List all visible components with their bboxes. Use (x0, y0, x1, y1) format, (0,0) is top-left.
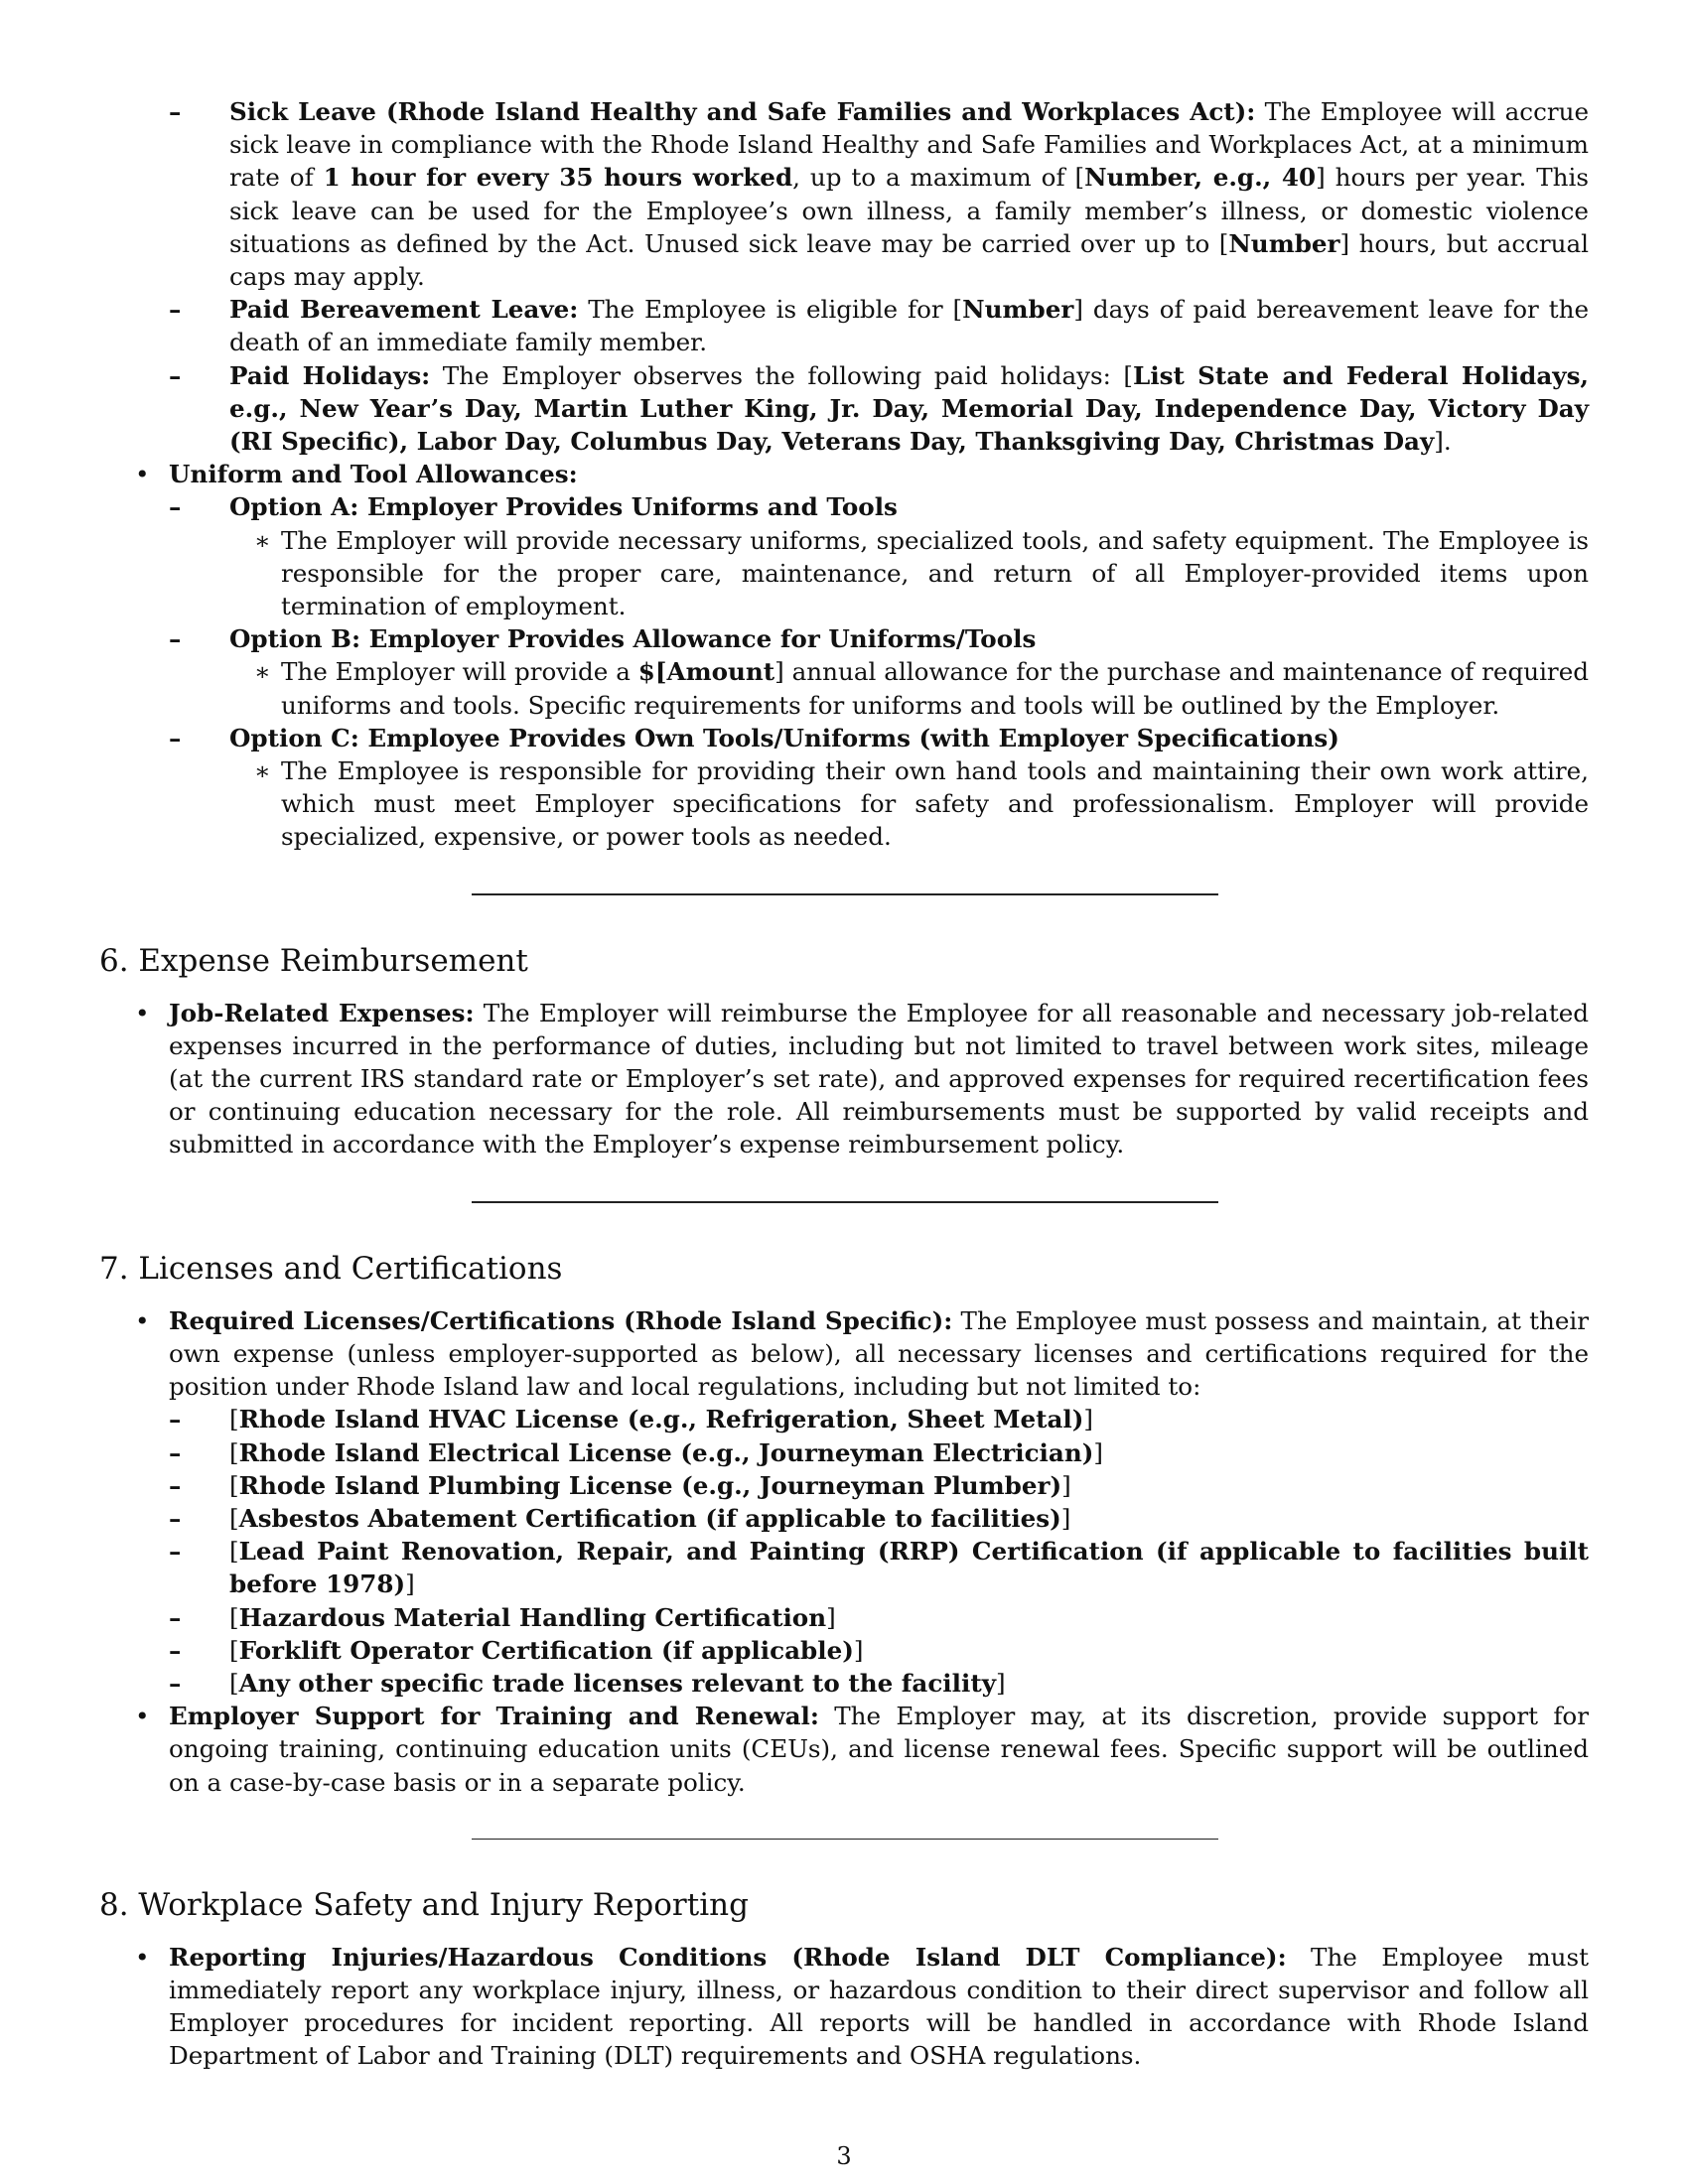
job-expenses-text: The Employer will reimburse the Employee for all reasonable and necessary job-related expenses incurred in the performance of duties, including but not limited to travel between work sites, mileage (at the current IRS standard rate or Employer’s set rate), and approved expenses for required recertification fees or continuing education necessary for the role. All reimbursements must be supported by valid receipts and submitted in accordance with the Employer’s expense reimbursement policy. (169, 998, 1590, 1160)
uniform-allowances-item (99, 458, 1589, 853)
license-name: Asbestos Abatement Certification (if applicable to facilities) (238, 1503, 1061, 1533)
sick-leave-text-1: The Employee will accrue sick leave in compliance with the Rhode Island Healthy and Safe Families and Workplaces Act, at a minimum rate of (229, 97, 1589, 193)
required-licenses-text: The Employee must possess and maintain, at their own expense (unless employer-supported as below), all necessary licenses and certifications required for the position under Rhode Island law and local regulations, including but not limited to: (169, 1305, 1589, 1402)
bereavement-days: Number (962, 295, 1074, 325)
leave-list-container (99, 95, 1589, 458)
uniform-label: Uniform and Tool Allowances: (169, 460, 578, 489)
training-support-text: The Employer may, at its discretion, provide support for ongoing training, continuing education units (CEUs), and license renewal fees. Specific support will be outlined on a case-by-case basis or in a separate policy. (169, 1702, 1589, 1797)
section-8-heading: 8. Workplace Safety and Injury Reporting (99, 1886, 749, 1923)
section-8-list (99, 1941, 1589, 2073)
required-licenses-label: Required Licenses/Certifications (Rhode Island Specific): (169, 1305, 953, 1335)
option-c-title: Option C: Employee Provides Own Tools/Uniforms (with Employer Specifications) (229, 723, 1339, 752)
sick-leave-text-2: , up to a maximum of [ (792, 163, 1085, 193)
bereavement-leave-item (160, 293, 1589, 358)
bereavement-label: Paid Bereavement Leave: (229, 295, 579, 325)
leave-continuation (99, 95, 1589, 854)
license-item: – [Rhode Island HVAC License (e.g., Refrigeration, Sheet Metal)] (160, 1403, 1589, 1435)
license-item: – [Lead Paint Renovation, Repair, and Painting (RRP) Certification (if applicable to facilities built before 1978)] (160, 1535, 1589, 1600)
license-item: – [Asbestos Abatement Certification (if applicable to facilities)] (160, 1502, 1589, 1535)
option-a-title: Option A: Employer Provides Uniforms and Tools (229, 492, 898, 522)
uniform-option-c (160, 722, 1589, 854)
sick-leave-carryover: Number (1228, 228, 1340, 258)
injury-reporting-item (99, 1941, 1589, 2073)
option-b-text-1: The Employer will provide a (281, 657, 638, 687)
leave-sub-list (169, 95, 1589, 458)
required-licenses-item (99, 1304, 1589, 1700)
job-expenses-item (99, 997, 1589, 1161)
sick-leave-text-4: ] hours, but accrual caps may apply. (229, 228, 1589, 292)
license-item: – [Rhode Island Plumbing License (e.g., Journeyman Plumber)] (160, 1469, 1589, 1502)
bereavement-text-1: The Employee is eligible for [ (578, 295, 963, 325)
sick-leave-text-3: ] hours per year. This sick leave can be used for the Employee’s own illness, a family member’s illness, or domestic violence situations as defined by the Act. Unused sick leave may be carried over up to [ (229, 163, 1589, 258)
training-support-label: Employer Support for Training and Renewal: (169, 1702, 819, 1731)
option-b-amount: $[Amount (637, 657, 775, 687)
option-b-text (160, 655, 1589, 721)
sick-leave-rate: 1 hour for every 35 hours worked (323, 163, 793, 193)
training-support-item (99, 1700, 1589, 1799)
license-name: Lead Paint Renovation, Repair, and Painting (RRP) Certification (if applicable to facilities built before 1978) (229, 1537, 1589, 1599)
option-b-details (229, 655, 1589, 721)
license-item: – [Forklift Operator Certification (if applicable)] (160, 1634, 1589, 1667)
paid-holidays-item (160, 359, 1589, 459)
license-name: Hazardous Material Handling Certification (238, 1602, 827, 1632)
holidays-text-2: ]. (1434, 427, 1452, 457)
license-name: Forklift Operator Certification (if applicable) (238, 1635, 854, 1665)
section-6-list (99, 997, 1589, 1161)
uniform-option-b (160, 622, 1589, 722)
license-name: Rhode Island Electrical License (e.g., Journeyman Electrician) (238, 1437, 1094, 1467)
document-page (99, 95, 1589, 2073)
injury-reporting-text: The Employee must immediately report any workplace injury, illness, or hazardous condition to their direct supervisor and follow all Employer procedures for incident reporting. All reports will be handled in accordance with Rhode Island Department of Labor and Training (DLT) requirements and OSHA regulations. (169, 1942, 1589, 2071)
option-c-details (229, 754, 1589, 854)
license-name: Rhode Island HVAC License (e.g., Refrigeration, Sheet Metal) (238, 1405, 1084, 1434)
section-6-heading: 6. Expense Reimbursement (99, 942, 528, 979)
job-expenses-label: Job-Related Expenses: (169, 998, 475, 1027)
license-list (169, 1403, 1589, 1700)
holidays-text-1: The Employer observes the following paid holidays: [ (430, 360, 1134, 390)
license-item: – [Hazardous Material Handling Certification] (160, 1601, 1589, 1634)
license-item: – [Any other specific trade licenses relevant to the facility] (160, 1667, 1589, 1700)
page-number: 3 (836, 2142, 852, 2170)
license-name: Rhode Island Plumbing License (e.g., Journeyman Plumber) (238, 1470, 1062, 1500)
uniform-options-list (169, 490, 1589, 853)
license-name: Any other specific trade licenses relevant to the facility (238, 1668, 996, 1698)
option-a-details (229, 524, 1589, 623)
option-c-text: ∗ The Employee is responsible for providing their own hand tools and maintaining their own work attire, which must meet Employer specifications for safety and professionalism. Employer will provide specialized, expensive, or power tools as needed. (160, 754, 1589, 854)
required-licenses-paragraph (169, 1304, 1589, 1404)
section-7-heading: 7. Licenses and Certifications (99, 1250, 563, 1287)
uniform-option-a (160, 490, 1589, 622)
option-b-text-2: ] annual allowance for the purchase and maintenance of required uniforms and tools. Specific requirements for uniforms and tools will be outlined by the Employer. (281, 657, 1589, 720)
section-7-list (99, 1304, 1589, 1799)
sick-leave-max: Number, e.g., 40 (1084, 163, 1317, 193)
bereavement-text-2: ] days of paid bereavement leave for the death of an immediate family member. (229, 295, 1589, 357)
holidays-label: Paid Holidays: (229, 360, 431, 390)
holidays-list: List State and Federal Holidays, e.g., New Year’s Day, Martin Luther King, Jr. Day, Memorial Day, Independence Day, Victory Day (RI Specific), Labor Day, Columbus Day, Veterans Day, Thanksgiving Day, Christmas Day (229, 360, 1589, 457)
license-item: – [Rhode Island Electrical License (e.g., Journeyman Electrician)] (160, 1436, 1589, 1469)
injury-reporting-label: Reporting Injuries/Hazardous Conditions (Rhode Island DLT Compliance): (169, 1942, 1287, 1972)
option-b-title: Option B: Employer Provides Allowance for Uniforms/Tools (229, 624, 1037, 654)
sick-leave-item (160, 95, 1589, 293)
option-a-text: ∗ The Employer will provide necessary uniforms, specialized tools, and safety equipment. The Employee is responsible for the proper care, maintenance, and return of all Employer-provided items upon termination of employment. (160, 524, 1589, 623)
sick-leave-label: Sick Leave (Rhode Island Healthy and Safe Families and Workplaces Act): (229, 97, 1256, 126)
